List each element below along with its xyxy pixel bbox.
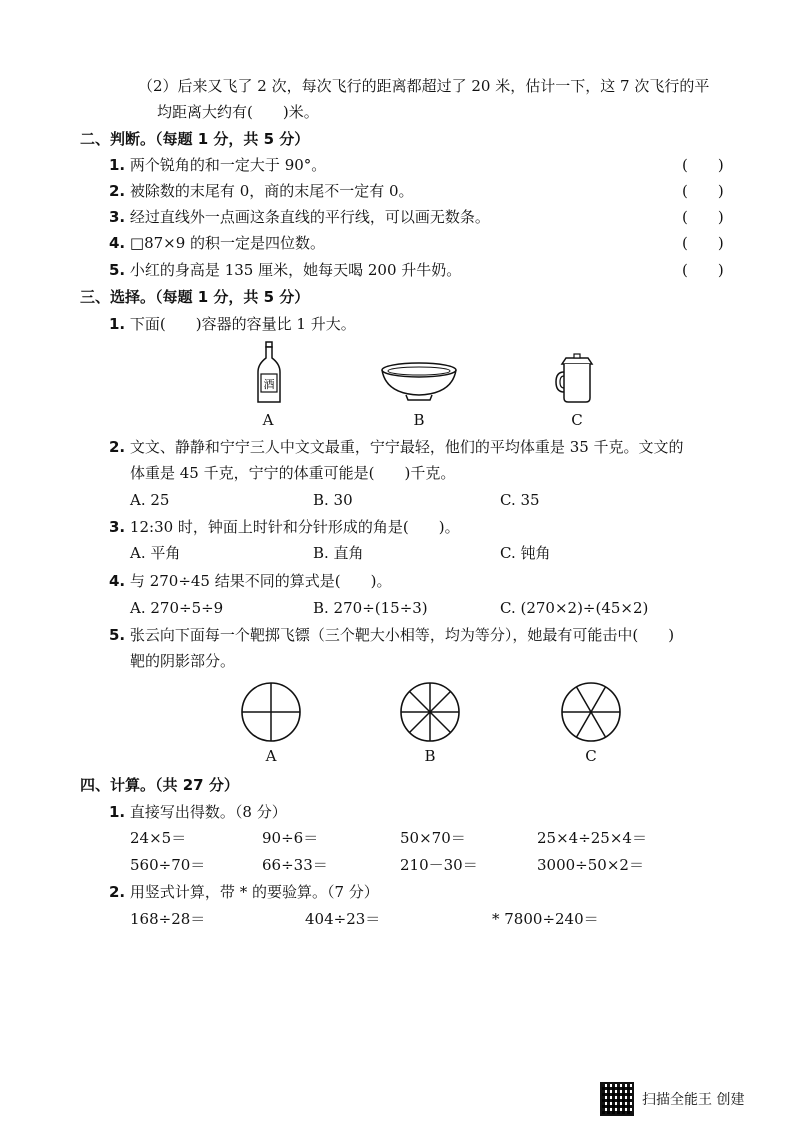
answer-blank[interactable]: ( ) [682,208,724,226]
bottle-label: 酒 [263,378,275,391]
oral-calc-item: 66÷33＝ [262,856,328,874]
option-c[interactable]: C. (270×2)÷(45×2) [500,599,649,617]
top-question-line1: （2）后来又飞了 2 次，每次飞行的距离都超过了 20 米，估计一下，这 7 次飞行的平 [138,77,710,95]
choice-q1 [109,314,356,334]
option-b[interactable]: B. 直角 [313,544,364,562]
option-a[interactable]: A. 25 [130,491,170,509]
vertical-calc-item: 404÷23＝ [305,910,381,928]
item-text: 与 270÷45 结果不同的算式是( )。 [129,572,392,590]
target-label-b[interactable]: B [424,747,436,765]
target-a-quarters[interactable] [240,681,302,743]
option-label-a[interactable]: A [262,411,274,429]
item-text: 两个锐角的和一定大于 90°。 [129,156,327,174]
item-text: 张云向下面每一个靶掷飞镖（三个靶大小相等，均为等分），她最有可能击中( ) [129,626,675,644]
item-text: 用竖式计算，带 * 的要验算。（7 分） [129,883,379,901]
answer-blank[interactable]: ( ) [682,182,724,200]
choice-q5-line2: 靶的阴影部分。 [130,652,236,670]
scanner-watermark [600,1082,744,1116]
option-c[interactable]: C. 35 [500,491,540,509]
vertical-calc-item: 168÷28＝ [130,910,206,928]
target-b-eighths[interactable] [399,681,461,743]
mug-image [556,354,602,404]
watermark-text: 扫描全能王 创建 [642,1092,745,1108]
target-label-a[interactable]: A [265,747,277,765]
item-number: 2. [109,883,126,901]
judgment-heading: 二、判断。（每题 1 分，共 5 分） [80,130,310,148]
item-text: 下面( )容器的容量比 1 升大。 [129,315,356,333]
choice-q2-line2: 体重是 45 千克，宁宁的体重可能是( )千克。 [130,464,456,482]
calc-heading: 四、计算。（共 27 分） [80,776,239,794]
oral-calc-item: 24×5＝ [130,829,187,847]
judgment-item [109,181,414,201]
item-text: 被除数的末尾有 0，商的末尾不一定有 0。 [129,182,414,200]
choice-heading: 三、选择。（每题 1 分，共 5 分） [80,288,310,306]
oral-calc-item: 210－30＝ [400,856,478,874]
target-label-c[interactable]: C [585,747,597,765]
bowl-image [380,362,458,402]
item-text: 文文、静静和宁宁三人中文文最重，宁宁最轻，他们的平均体重是 35 千克。文文的 [129,438,684,456]
top-question-line2: 均距离大约有( )米。 [157,103,319,121]
judgment-item [109,155,326,175]
bottle-image [256,342,282,404]
choice-q4 [109,571,391,591]
oral-calc-item: 50×70＝ [400,829,466,847]
item-number: 1. [109,315,126,333]
option-b[interactable]: B. 270÷(15÷3) [313,599,428,617]
answer-blank[interactable]: ( ) [682,234,724,252]
target-c-sixths[interactable] [560,681,622,743]
item-text: 经过直线外一点画这条直线的平行线，可以画无数条。 [129,208,490,226]
answer-blank[interactable]: ( ) [682,261,724,279]
option-a[interactable]: A. 270÷5÷9 [130,599,224,617]
item-number: 5. [109,626,126,644]
option-a[interactable]: A. 平角 [130,544,181,562]
judgment-item [109,233,325,253]
item-text: 直接写出得数。（8 分） [129,803,287,821]
item-number: 3. [109,208,126,226]
item-number: 4. [109,572,126,590]
choice-q5 [109,625,674,645]
item-number: 1. [109,156,126,174]
option-label-b[interactable]: B [413,411,425,429]
option-c[interactable]: C. 钝角 [500,544,551,562]
option-b[interactable]: B. 30 [313,491,353,509]
item-number: 2. [109,182,126,200]
judgment-item [109,207,490,227]
oral-calc-item: 90÷6＝ [262,829,319,847]
item-text: □87×9 的积一定是四位数。 [129,234,326,252]
vertical-calc-item: * 7800÷240＝ [492,910,599,928]
qr-code-icon [600,1082,634,1116]
item-number: 1. [109,803,126,821]
answer-blank[interactable]: ( ) [682,156,724,174]
item-text: 12:30 时，钟面上时针和分针形成的角是( )。 [129,518,460,536]
oral-calc-item: 25×4÷25×4＝ [537,829,647,847]
choice-q2 [109,437,684,457]
item-number: 2. [109,438,126,456]
oral-calc-item: 560÷70＝ [130,856,206,874]
option-label-c[interactable]: C [571,411,583,429]
oral-calc-item: 3000÷50×2＝ [537,856,644,874]
calc-q1 [109,802,287,822]
choice-q3 [109,517,460,537]
item-number: 4. [109,234,126,252]
item-number: 3. [109,518,126,536]
item-number: 5. [109,261,126,279]
judgment-item [109,260,461,280]
item-text: 小红的身高是 135 厘米，她每天喝 200 升牛奶。 [129,261,462,279]
calc-q2 [109,882,379,902]
